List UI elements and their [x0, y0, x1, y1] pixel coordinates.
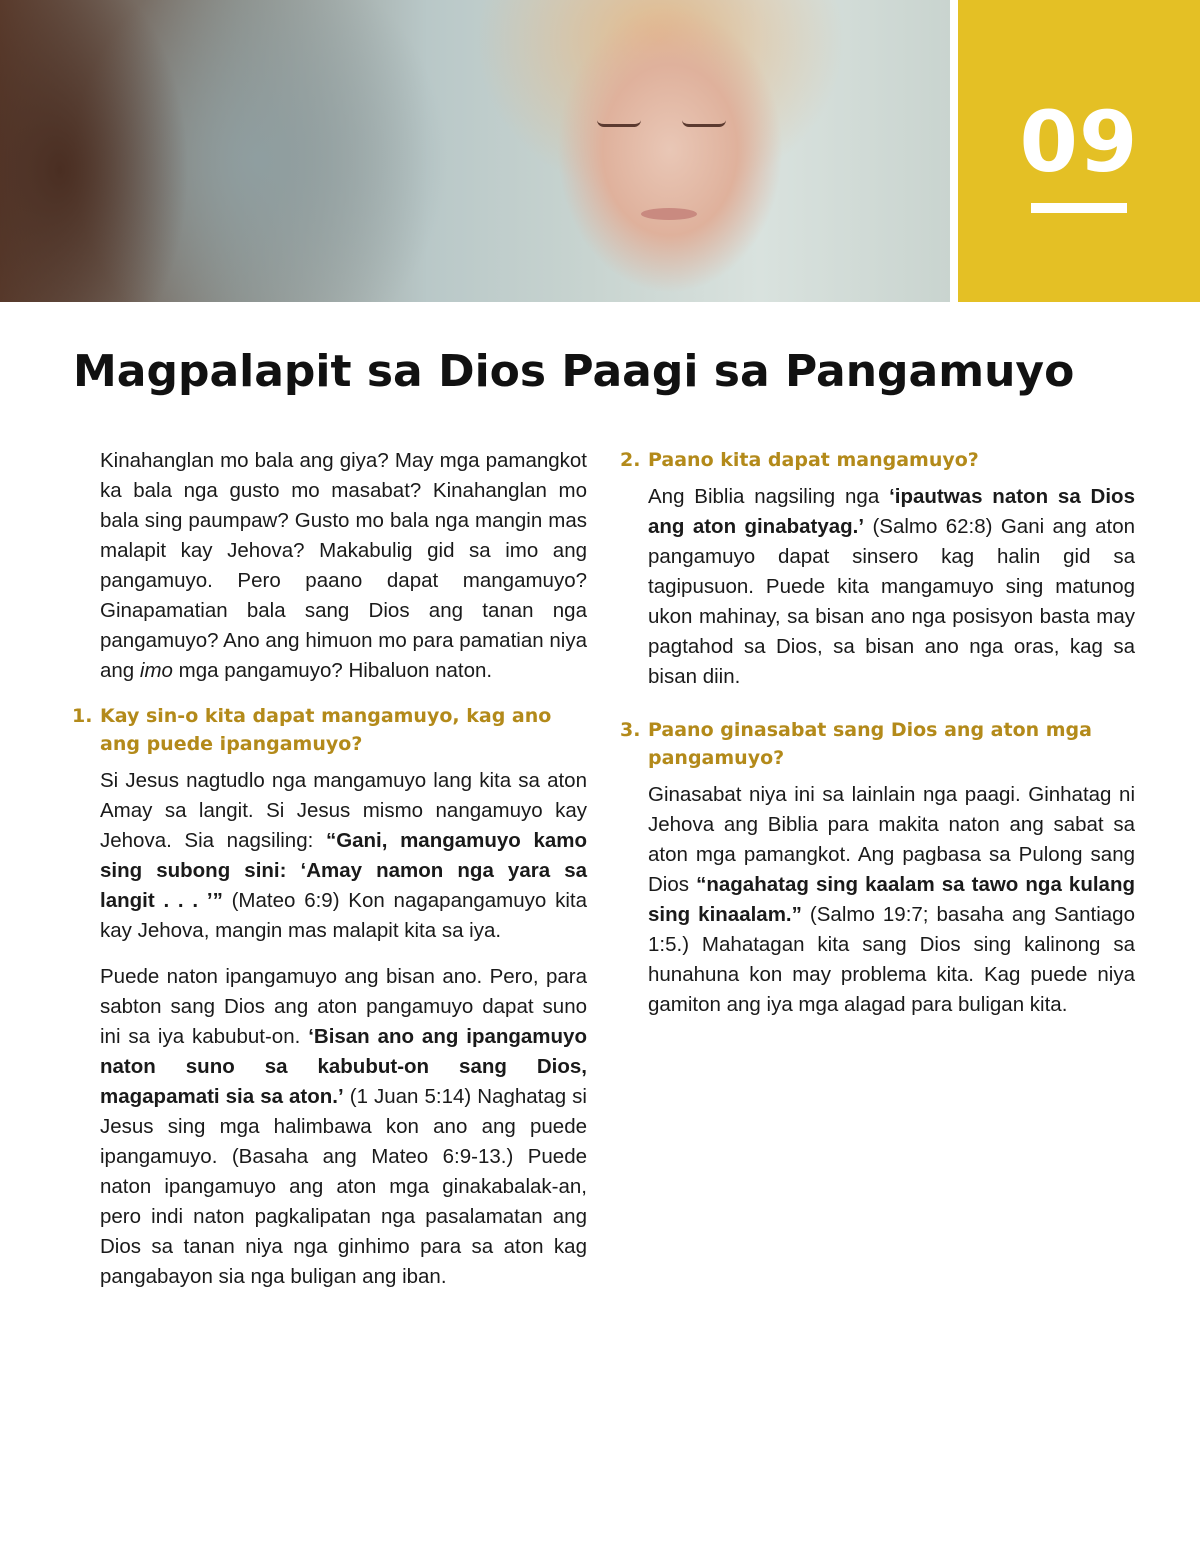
header-photo [0, 0, 950, 302]
scripture-quote: ‘ipautwas naton sa Dios ang aton ginabatyag.’ [648, 485, 1135, 538]
body-text: Ginasabat niya ini sa lainlain nga paagi. Ginhatag ni Jehova ang Biblia para makita naton ang sabat sa aton mga pamangkot. Ang pagbasa sa Pulong sang Dios [648, 783, 1135, 896]
question-text: Kay sin-o kita dapat mangamuyo, kag ano ang puede ipangamuyo? [100, 705, 552, 755]
page-title: Magpalapit sa Dios Paagi sa Pangamuyo [73, 346, 1075, 397]
body-text: (Salmo 19:7; basaha ang Santiago 1:5.) Mahatagan kita sang Dios sing kalinong sa hunahuna kon may problema kita. Kag puede niya gamiton ang iya mga alagad para buligan kita. [648, 903, 1135, 1016]
scripture-quote: “Gani, mangamuyo kamo sing subong sini: ‘Amay namon nga yara sa langit . . . ’” [100, 829, 588, 912]
photo-detail [641, 208, 697, 220]
body-paragraph [648, 482, 1135, 692]
question-heading [72, 702, 587, 758]
intro-paragraph [100, 446, 587, 686]
question-text: Paano ginasabat sang Dios ang aton mga pangamuyo? [648, 719, 1092, 769]
photo-detail [682, 120, 726, 127]
intro-text: Kinahanglan mo bala ang giya? May mga pamangkot ka bala nga gusto mo masabat? Kinahanglan mo bala sing paumpaw? Gusto mo bala nga mangin mas malapit kay Jehova? Makabulig gid sa imo ang pangamuyo. Pero paano dapat mangamuyo? Ginapamatian bala sang Dios ang tanan nga pangamuyo? Ano ang himuon mo para pamatian niya ang [100, 449, 587, 682]
body-paragraph [100, 962, 587, 1292]
question-number: 3. [620, 719, 641, 741]
body-paragraph [100, 766, 587, 946]
intro-text: mga pangamuyo? Hibaluon naton. [172, 659, 493, 682]
question-text: Paano kita dapat mangamuyo? [648, 449, 979, 471]
badge-underline [1031, 203, 1127, 213]
question-heading [620, 716, 1135, 772]
scripture-quote: ‘Bisan ano ang ipangamuyo naton suno sa kabubut-on sang Dios, magapamati sia sa aton.’ [100, 1025, 587, 1108]
scripture-quote: “nagahatag sing kaalam sa tawo nga kulang sing kinaalam.” [648, 873, 1135, 926]
question-number: 2. [620, 449, 641, 471]
photo-detail [597, 120, 641, 127]
right-column [620, 446, 1135, 1036]
body-paragraph [648, 780, 1135, 1020]
lesson-number-badge [958, 0, 1200, 302]
question-number: 1. [72, 705, 93, 727]
body-text: (Salmo 62:8) Gani ang aton pangamuyo dapat sinsero kag halin gid sa tagipusuon. Puede kita mangamuyo sing matunog ukon mahinay, sa bisan ano nga posisyon basta may pagtahod sa Dios, sa bisan ano nga oras, kag sa bisan diin. [648, 515, 1136, 688]
body-text: Ang Biblia nagsiling nga [648, 485, 890, 508]
body-text: (1 Juan 5:14) Naghatag si Jesus sing mga halimbawa kon ano ang puede ipangamuyo. (Basaha ang Mateo 6:9-13.) Puede naton ipangamuyo ang aton mga ginakabalak-an, pero indi naton pagkalipatan nga pasalamatan ang Dios sa tanan niya nga ginhimo para sa aton kag pangabayon sia nga buligan ang iban. [100, 1085, 587, 1288]
body-text: Si Jesus nagtudlo nga mangamuyo lang kita sa aton Amay sa langit. Si Jesus mismo nangamuyo kay Jehova. Sia nagsiling: [100, 769, 587, 852]
intro-emphasis: imo [139, 659, 173, 682]
body-text: Puede naton ipangamuyo ang bisan ano. Pero, para sabton sang Dios ang aton pangamuyo dapat suno ini sa iya kabubut-on. [100, 965, 587, 1048]
body-text: (Mateo 6:9) Kon nagapangamuyo kita kay Jehova, mangin mas malapit kita sa iya. [100, 889, 587, 942]
lesson-number: 09 [1019, 93, 1139, 191]
left-column [72, 446, 587, 1308]
question-heading [620, 446, 1135, 474]
